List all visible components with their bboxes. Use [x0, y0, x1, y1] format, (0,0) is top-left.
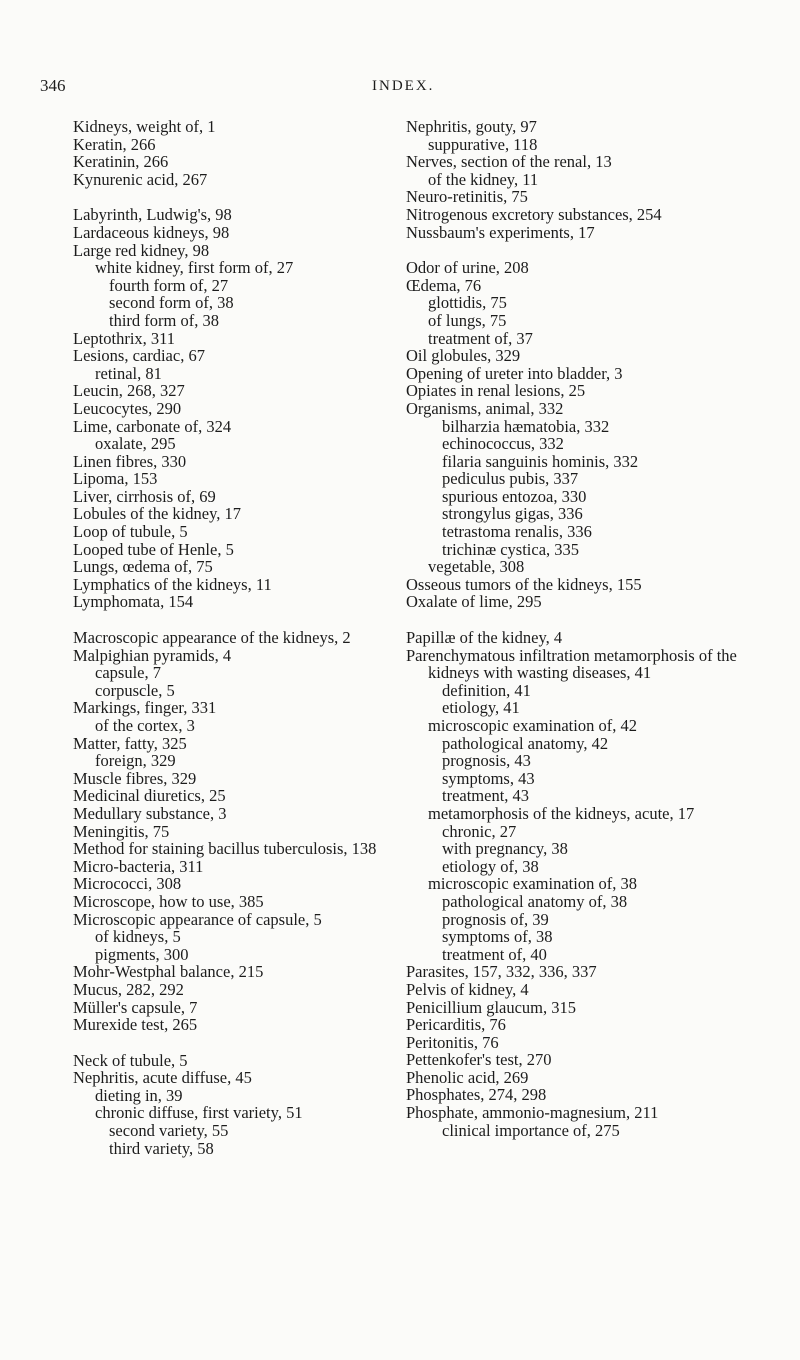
index-entry: definition, 41 — [442, 680, 531, 700]
index-entry: Kidneys, weight of, 1 — [73, 117, 216, 136]
index-entry: Linen fibres, 330 — [73, 451, 187, 471]
index-entry: Keratin, 266 — [73, 134, 156, 154]
index-entry: trichinæ cystica, 335 — [442, 539, 580, 559]
index-entry: Leptothrix, 311 — [73, 328, 176, 348]
entry-gap — [406, 611, 776, 629]
index-entry: Organisms, animal, 332 — [406, 398, 564, 418]
index-entry: Microscope, how to use, 385 — [73, 891, 264, 911]
index-entry: glottidis, 75 — [428, 293, 507, 313]
index-entry: Mucus, 282, 292 — [73, 979, 184, 999]
index-entry: Looped tube of Henle, 5 — [73, 539, 234, 559]
index-entry: pathological anatomy of, 38 — [442, 891, 628, 911]
index-entry: Nephritis, gouty, 97 — [406, 117, 537, 136]
index-entry: Micrococci, 308 — [73, 874, 182, 894]
index-entry: microscopic examination of, 42 — [428, 716, 637, 735]
entry-gap — [73, 611, 393, 629]
index-entry: Kynurenic acid, 267 — [73, 169, 208, 189]
index-entry: second variety, 55 — [109, 1121, 229, 1141]
index-entry: white kidney, first form of, 27 — [95, 258, 294, 278]
index-entry: Lipoma, 153 — [73, 469, 158, 489]
index-entry: Muscle fibres, 329 — [73, 768, 197, 788]
index-entry: Oil globules, 329 — [406, 346, 521, 366]
index-entry: symptoms of, 38 — [442, 927, 553, 947]
index-entry: Lesions, cardiac, 67 — [73, 346, 205, 366]
index-entry: third variety, 58 — [109, 1138, 214, 1158]
index-entry: with pregnancy, 38 — [442, 839, 568, 859]
index-entry: Osseous tumors of the kidneys, 155 — [406, 574, 642, 594]
index-entry: etiology of, 38 — [442, 856, 539, 876]
index-entry: Peritonitis, 76 — [406, 1032, 499, 1052]
index-entry: Lymphomata, 154 — [73, 592, 194, 612]
index-entry: Lymphatics of the kidneys, 11 — [73, 574, 272, 594]
index-entry: Microscopic appearance of capsule, 5 — [73, 909, 322, 929]
index-entry: Parenchymatous infiltration metamorphosis of the kidneys with wasting diseases, 41 — [406, 645, 737, 683]
index-entry: Penicillium glaucum, 315 — [406, 997, 577, 1017]
index-entry: Lobules of the kidney, 17 — [73, 504, 242, 524]
index-entry: Opiates in renal lesions, 25 — [406, 381, 586, 401]
index-entry: Keratinin, 266 — [73, 152, 169, 172]
index-entry: dieting in, 39 — [95, 1085, 183, 1105]
index-column-left — [73, 118, 393, 1157]
index-entry: Matter, fatty, 325 — [73, 733, 187, 753]
index-entry: Papillæ of the kidney, 4 — [406, 628, 563, 648]
index-entry: Nephritis, acute diffuse, 45 — [73, 1068, 252, 1088]
index-entry: of lungs, 75 — [428, 310, 507, 330]
index-entry: Œdema, 76 — [406, 275, 482, 295]
index-entry: of the cortex, 3 — [95, 716, 195, 735]
index-entry: Opening of ureter into bladder, 3 — [406, 363, 623, 383]
index-entry: prognosis, 43 — [442, 751, 531, 771]
index-entry: retinal, 81 — [95, 363, 162, 383]
index-entry: Markings, finger, 331 — [73, 698, 217, 718]
index-column-right — [406, 118, 776, 1139]
index-entry: echinococcus, 332 — [442, 434, 564, 454]
index-entry: chronic diffuse, first variety, 51 — [95, 1103, 303, 1123]
index-entry: treatment of, 40 — [442, 944, 547, 964]
index-entry: symptoms, 43 — [442, 768, 535, 788]
index-entry: Malpighian pyramids, 4 — [73, 645, 232, 665]
entry-gap — [73, 1034, 393, 1052]
index-entry: Pericarditis, 76 — [406, 1015, 506, 1035]
index-entry: vegetable, 308 — [428, 557, 525, 577]
index-entry: tetrastoma renalis, 336 — [442, 522, 592, 542]
index-entry: treatment, 43 — [442, 786, 530, 806]
index-entry: of the kidney, 11 — [428, 169, 539, 189]
index-entry: Loop of tubule, 5 — [73, 522, 188, 542]
index-entry: Pettenkofer's test, 270 — [406, 1050, 552, 1070]
index-entry: Parasites, 157, 332, 336, 337 — [406, 962, 597, 982]
index-entry: clinical importance of, 275 — [442, 1120, 620, 1140]
index-entry: Phenolic acid, 269 — [406, 1067, 529, 1087]
index-entry: Medullary substance, 3 — [73, 803, 227, 823]
index-entry: pediculus pubis, 337 — [442, 469, 579, 489]
index-entry: bilharzia hæmatobia, 332 — [442, 416, 610, 436]
index-entry: spurious entozoa, 330 — [442, 486, 587, 506]
index-entry: Leucin, 268, 327 — [73, 381, 185, 401]
index-entry: suppurative, 118 — [428, 134, 538, 154]
index-entry: Nussbaum's experiments, 17 — [406, 222, 595, 242]
index-entry: Labyrinth, Ludwig's, 98 — [73, 205, 232, 225]
index-entry: Mohr-Westphal balance, 215 — [73, 962, 264, 982]
index-entry: Liver, cirrhosis of, 69 — [73, 486, 216, 506]
index-entry: Micro-bacteria, 311 — [73, 856, 204, 876]
index-entry: strongylus gigas, 336 — [442, 504, 583, 524]
index-entry: Pelvis of kidney, 4 — [406, 979, 529, 999]
index-entry: fourth form of, 27 — [109, 275, 229, 295]
index-entry: filaria sanguinis hominis, 332 — [442, 451, 639, 471]
index-entry: microscopic examination of, 38 — [428, 874, 637, 894]
index-entry: third form of, 38 — [109, 310, 219, 330]
page-number: 346 — [40, 76, 66, 95]
index-entry: treatment of, 37 — [428, 328, 533, 348]
index-entry: Method for staining bacillus tuberculosis, 138 — [73, 839, 377, 859]
index-entry: Phosphate, ammonio-magnesium, 211 — [406, 1103, 659, 1123]
index-entry: Nerves, section of the renal, 13 — [406, 152, 612, 172]
index-entry: pathological anatomy, 42 — [442, 733, 609, 753]
index-entry: Lardaceous kidneys, 98 — [73, 222, 230, 242]
index-entry: Phosphates, 274, 298 — [406, 1085, 547, 1105]
index-entry: etiology, 41 — [442, 698, 520, 718]
index-entry: second form of, 38 — [109, 293, 234, 313]
index-entry: prognosis of, 39 — [442, 909, 549, 929]
index-entry: pigments, 300 — [95, 944, 189, 964]
index-entry: of kidneys, 5 — [95, 927, 181, 947]
index-entry: capsule, 7 — [95, 663, 161, 683]
index-entry: foreign, 329 — [95, 751, 176, 771]
index-entry: Oxalate of lime, 295 — [406, 592, 542, 612]
index-entry: Macroscopic appearance of the kidneys, 2 — [73, 628, 351, 648]
index-entry: Large red kidney, 98 — [73, 240, 210, 260]
index-entry: Odor of urine, 208 — [406, 258, 529, 278]
index-entry: Müller's capsule, 7 — [73, 997, 198, 1017]
index-entry: metamorphosis of the kidneys, acute, 17 — [428, 803, 695, 823]
running-head: INDEX. — [372, 78, 435, 94]
index-entry: corpuscle, 5 — [95, 680, 175, 700]
index-entry: oxalate, 295 — [95, 434, 176, 454]
index-entry: chronic, 27 — [442, 821, 517, 841]
entry-gap — [73, 188, 393, 206]
index-entry: Nitrogenous excretory substances, 254 — [406, 204, 662, 224]
entry-gap — [406, 241, 776, 259]
index-entry: Murexide test, 265 — [73, 1015, 198, 1035]
index-entry: Neuro-retinitis, 75 — [406, 187, 528, 207]
index-entry: Lungs, œdema of, 75 — [73, 557, 213, 577]
index-entry: Neck of tubule, 5 — [73, 1050, 188, 1070]
index-entry: Lime, carbonate of, 324 — [73, 416, 232, 436]
index-entry: Meningitis, 75 — [73, 821, 170, 841]
index-entry: Medicinal diuretics, 25 — [73, 786, 226, 806]
index-entry: Leucocytes, 290 — [73, 398, 182, 418]
